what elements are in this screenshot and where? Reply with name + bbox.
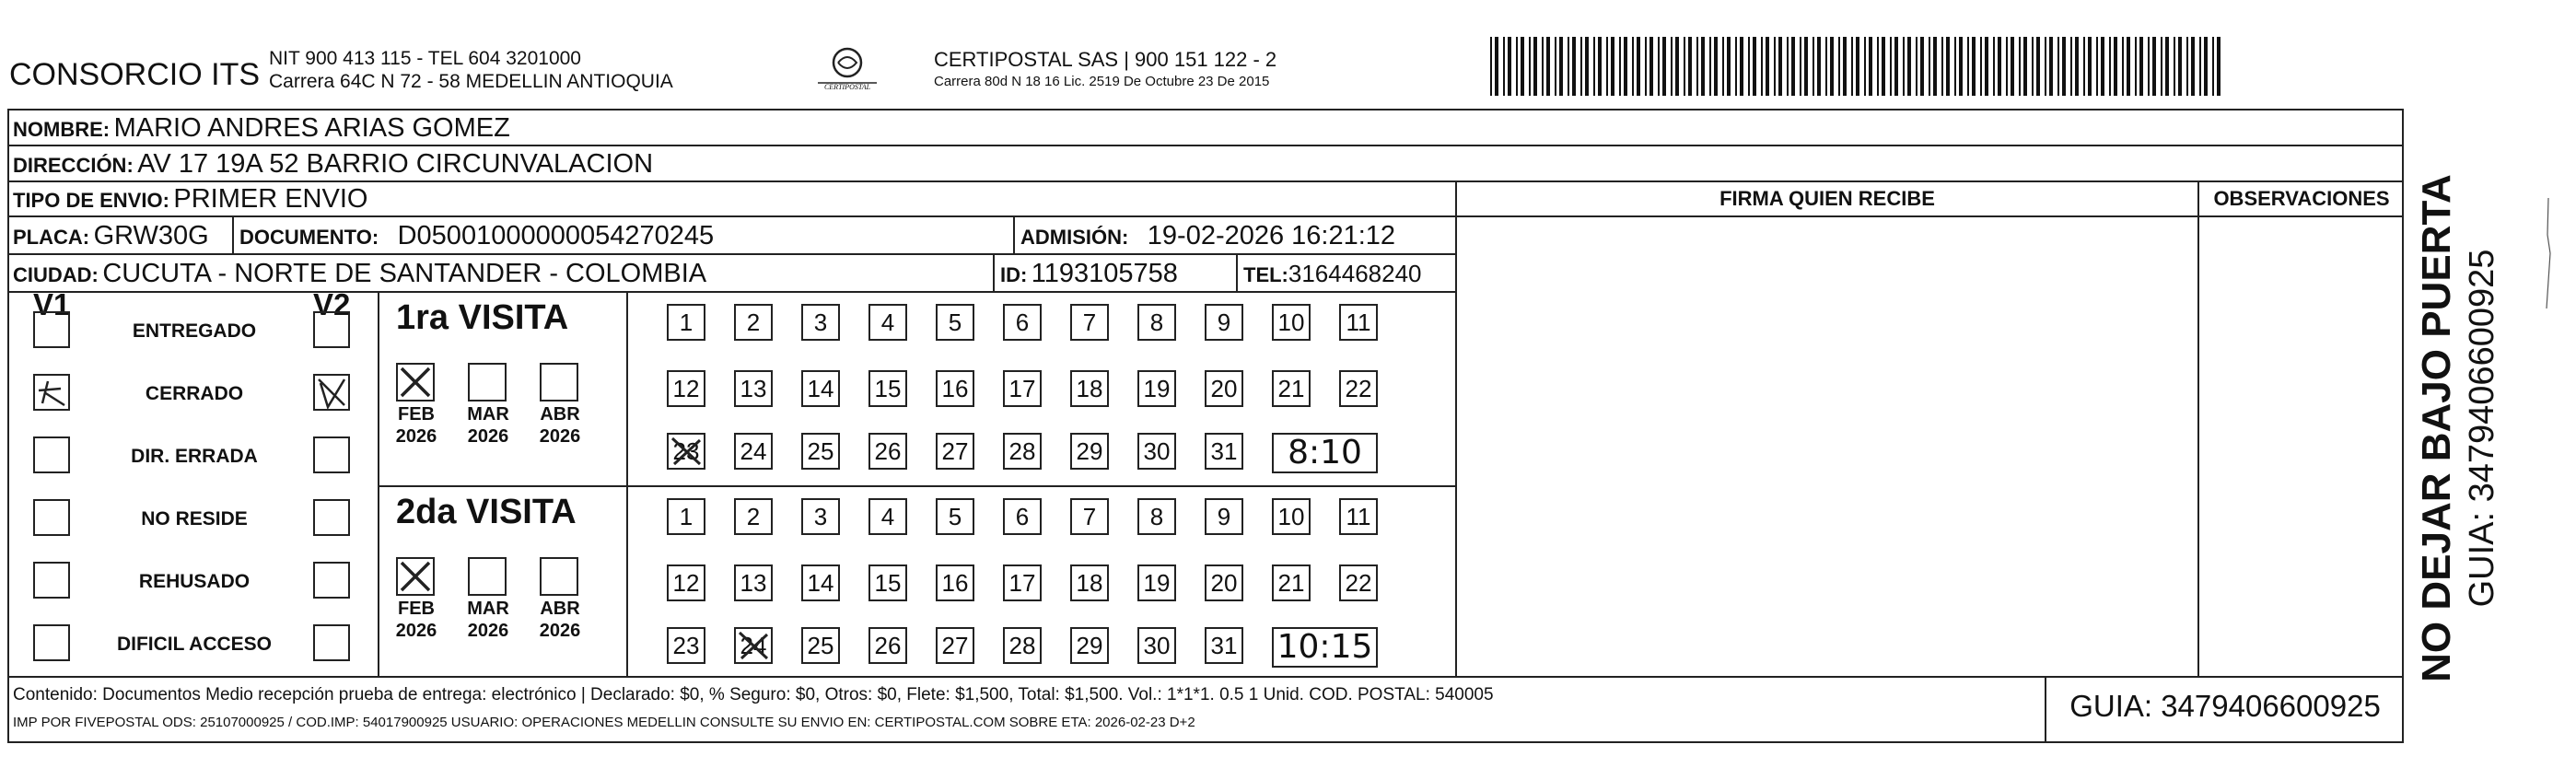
day-box[interactable] <box>1272 304 1311 341</box>
month-label <box>532 403 588 448</box>
month-year: 2026 <box>467 426 509 447</box>
col-divider <box>378 291 379 676</box>
month-label <box>460 598 516 642</box>
day-number: 6 <box>1015 308 1030 336</box>
v1-label: V1 <box>33 287 71 321</box>
day-number: 19 <box>1143 375 1171 402</box>
month-name: ABR <box>540 404 580 425</box>
admission-date: 19-02-2026 16:21:12 <box>1147 221 1396 250</box>
v1-checkbox[interactable] <box>33 374 70 411</box>
day-number: 15 <box>874 375 902 402</box>
day-number: 9 <box>1217 308 1231 336</box>
day-number: 21 <box>1277 375 1305 402</box>
day-box[interactable] <box>734 627 773 664</box>
name-label: NOMBRE: <box>13 118 111 141</box>
month-year: 2026 <box>539 621 581 641</box>
day-box[interactable] <box>868 564 907 601</box>
address-row <box>13 146 653 186</box>
status-label: DIFICIL ACCESO <box>116 634 272 655</box>
side-notice: NO DEJAR BAJO PUERTA <box>2414 174 2459 682</box>
day-box[interactable] <box>1003 564 1042 601</box>
day-number: 31 <box>1210 437 1238 465</box>
day-number: 1 <box>679 503 694 530</box>
day-number: 13 <box>740 569 767 597</box>
logo-text: CERTIPOSTAL <box>823 83 871 91</box>
day-number: 5 <box>948 503 962 530</box>
day-box[interactable] <box>667 304 705 341</box>
day-number: 22 <box>1345 375 1372 402</box>
day-number: 24 <box>740 632 767 659</box>
day-box[interactable] <box>801 498 840 535</box>
v1-checkbox[interactable] <box>33 499 70 536</box>
day-number: 26 <box>874 437 902 465</box>
courier-line1: CERTIPOSTAL SAS | 900 151 122 - 2 <box>934 48 1277 71</box>
day-box[interactable] <box>1070 627 1109 664</box>
day-box[interactable] <box>734 564 773 601</box>
day-box[interactable] <box>868 304 907 341</box>
day-box[interactable] <box>1205 370 1243 407</box>
signature-header: FIRMA QUIEN RECIBE <box>1719 187 1935 210</box>
day-number: 17 <box>1008 375 1036 402</box>
day-box[interactable] <box>936 433 974 470</box>
month-year: 2026 <box>395 621 437 641</box>
day-number: 12 <box>672 569 700 597</box>
day-number: 28 <box>1008 632 1036 659</box>
v2-checkbox[interactable] <box>313 499 350 536</box>
status-label: DIR. ERRADA <box>131 446 258 467</box>
day-box[interactable] <box>1272 498 1311 535</box>
day-box[interactable] <box>1205 433 1243 470</box>
day-number: 10 <box>1277 308 1305 336</box>
col-divider <box>1013 217 1015 254</box>
v1-checkbox[interactable] <box>33 562 70 599</box>
day-box[interactable] <box>1137 370 1176 407</box>
day-number: 5 <box>948 308 962 336</box>
day-number: 25 <box>807 437 834 465</box>
day-box[interactable] <box>1137 627 1176 664</box>
day-number: 30 <box>1143 632 1171 659</box>
courier-line2: Carrera 80d N 18 16 Lic. 2519 De Octubre 23 De 2015 <box>934 74 1270 89</box>
send-type-label: TIPO DE ENVIO: <box>13 189 169 212</box>
day-box[interactable] <box>801 564 840 601</box>
day-number: 3 <box>813 503 828 530</box>
company-name: CONSORCIO ITS <box>9 57 261 92</box>
status-label: REHUSADO <box>138 571 251 592</box>
month-name: FEB <box>398 599 435 619</box>
month-name: MAR <box>467 599 509 619</box>
month-year: 2026 <box>467 621 509 641</box>
day-box[interactable] <box>868 433 907 470</box>
day-number: 25 <box>807 632 834 659</box>
day-number: 2 <box>746 503 761 530</box>
day-number: 14 <box>807 569 834 597</box>
day-number: 20 <box>1210 569 1238 597</box>
id-number: 1193105758 <box>1031 259 1178 288</box>
col-divider <box>626 291 628 676</box>
visit-divider <box>378 485 1455 487</box>
plate-label: PLACA: <box>13 226 90 249</box>
recipient-address: AV 17 19A 52 BARRIO CIRCUNVALACION <box>137 149 654 179</box>
day-box[interactable] <box>1003 304 1042 341</box>
month-checkbox[interactable] <box>396 557 435 596</box>
col-divider <box>232 217 234 254</box>
id-label: ID: <box>1000 263 1028 286</box>
day-number: 29 <box>1076 632 1103 659</box>
day-number: 13 <box>740 375 767 402</box>
month-name: ABR <box>540 599 580 619</box>
v1-checkbox[interactable] <box>33 436 70 473</box>
day-box[interactable] <box>1205 564 1243 601</box>
day-box[interactable] <box>1339 498 1378 535</box>
city-cell <box>13 256 706 296</box>
day-box[interactable] <box>667 627 705 664</box>
day-check-mark <box>669 435 704 476</box>
day-number: 8 <box>1149 503 1164 530</box>
visit-time[interactable]: 8:10 <box>1272 433 1378 473</box>
visit-time[interactable]: 10:15 <box>1272 627 1378 668</box>
day-box[interactable] <box>936 304 974 341</box>
day-box[interactable] <box>868 370 907 407</box>
day-box[interactable] <box>1070 564 1109 601</box>
day-box[interactable] <box>1137 304 1176 341</box>
month-label <box>460 403 516 448</box>
day-box[interactable] <box>667 370 705 407</box>
day-number: 14 <box>807 375 834 402</box>
month-checkbox[interactable] <box>468 557 507 596</box>
day-box[interactable] <box>1339 370 1378 407</box>
document-number: D05001000000054270245 <box>397 221 715 250</box>
v2-label: V2 <box>313 287 351 321</box>
v1-checkbox[interactable] <box>33 624 70 661</box>
day-number: 4 <box>880 308 895 336</box>
day-number: 18 <box>1076 569 1103 597</box>
status-label: NO RESIDE <box>141 508 248 529</box>
day-number: 27 <box>941 632 969 659</box>
tel-cell <box>1243 256 1422 296</box>
day-number: 3 <box>813 308 828 336</box>
day-box[interactable] <box>868 498 907 535</box>
day-number: 6 <box>1015 503 1030 530</box>
city: CUCUTA - NORTE DE SANTANDER - COLOMBIA <box>102 259 707 288</box>
month-checkbox[interactable] <box>396 363 435 401</box>
day-number: 21 <box>1277 569 1305 597</box>
day-box[interactable] <box>1070 498 1109 535</box>
send-type-row <box>13 182 367 220</box>
day-box[interactable] <box>936 564 974 601</box>
day-number: 11 <box>1346 308 1371 336</box>
day-box[interactable] <box>936 627 974 664</box>
day-box[interactable] <box>1272 370 1311 407</box>
address-label: DIRECCIÓN: <box>13 154 134 177</box>
barcode <box>1490 37 2227 96</box>
month-name: FEB <box>398 404 435 425</box>
plate: GRW30G <box>93 221 209 250</box>
v2-checkbox[interactable] <box>313 436 350 473</box>
courier-logo <box>810 44 884 99</box>
document-label: DOCUMENTO: <box>239 226 379 249</box>
plate-cell <box>13 218 209 258</box>
tel-number: 3164468240 <box>1288 260 1422 287</box>
day-number: 31 <box>1210 632 1238 659</box>
day-number: 17 <box>1008 569 1036 597</box>
day-number: 26 <box>874 632 902 659</box>
day-number: 9 <box>1217 503 1231 530</box>
day-number: 7 <box>1082 503 1097 530</box>
day-box[interactable] <box>1137 498 1176 535</box>
day-box[interactable] <box>1003 433 1042 470</box>
company-nit: NIT 900 413 115 - TEL 604 3201000 <box>269 48 581 69</box>
footer-guia: GUIA: 3479406600925 <box>2069 689 2381 723</box>
day-box[interactable] <box>1003 498 1042 535</box>
day-box[interactable] <box>801 433 840 470</box>
day-number: 24 <box>740 437 767 465</box>
month-label <box>532 598 588 642</box>
day-number: 15 <box>874 569 902 597</box>
v2-checkbox[interactable] <box>313 374 350 411</box>
month-name: MAR <box>467 404 509 425</box>
col-divider <box>2197 180 2199 676</box>
day-number: 22 <box>1345 569 1372 597</box>
day-check-mark <box>736 629 771 670</box>
col-divider <box>1236 255 1238 292</box>
day-box[interactable] <box>667 433 705 470</box>
v1-checkbox[interactable] <box>33 311 70 348</box>
day-number: 16 <box>941 375 969 402</box>
month-checkbox[interactable] <box>540 557 578 596</box>
v2-checkbox[interactable] <box>313 311 350 348</box>
admission-label: ADMISIÓN: <box>1020 226 1129 249</box>
day-box[interactable] <box>734 498 773 535</box>
day-box[interactable] <box>1339 304 1378 341</box>
day-box[interactable] <box>1137 433 1176 470</box>
day-box[interactable] <box>1339 564 1378 601</box>
day-number: 4 <box>880 503 895 530</box>
day-box[interactable] <box>1003 370 1042 407</box>
day-number: 7 <box>1082 308 1097 336</box>
day-number: 18 <box>1076 375 1103 402</box>
month-year: 2026 <box>539 426 581 447</box>
day-box[interactable] <box>1205 627 1243 664</box>
day-number: 8 <box>1149 308 1164 336</box>
day-box[interactable] <box>1205 498 1243 535</box>
visit-title: 2da VISITA <box>396 493 577 531</box>
day-number: 27 <box>941 437 969 465</box>
day-box[interactable] <box>1070 304 1109 341</box>
day-box[interactable] <box>801 304 840 341</box>
day-number: 19 <box>1143 569 1171 597</box>
day-number: 1 <box>679 308 694 336</box>
day-box[interactable] <box>1272 564 1311 601</box>
scan-mark <box>2542 198 2555 308</box>
day-box[interactable] <box>1070 370 1109 407</box>
day-box[interactable] <box>1070 433 1109 470</box>
month-label <box>389 598 444 642</box>
observations-header: OBSERVACIONES <box>2213 187 2390 210</box>
day-number: 2 <box>746 308 761 336</box>
day-box[interactable] <box>667 498 705 535</box>
name-row <box>13 111 510 150</box>
status-label: ENTREGADO <box>132 320 257 342</box>
document-cell <box>239 218 714 258</box>
visit-title: 1ra VISITA <box>396 298 569 337</box>
month-checkbox[interactable] <box>540 363 578 401</box>
month-label <box>389 403 444 448</box>
footer-imp: IMP POR FIVEPOSTAL ODS: 25107000925 / COD.IMP: 54017900925 USUARIO: OPERACIONES MEDELLIN CONSULTE SU ENVIO EN: CERTIPOSTAL.COM SOBRE ETA: 2026-02-23 D+2 <box>13 715 1195 730</box>
day-number: 23 <box>672 632 700 659</box>
day-box[interactable] <box>936 498 974 535</box>
day-number: 30 <box>1143 437 1171 465</box>
id-cell <box>1000 256 1178 296</box>
month-year: 2026 <box>395 426 437 447</box>
day-box[interactable] <box>1003 627 1042 664</box>
day-box[interactable] <box>868 627 907 664</box>
admission-cell <box>1020 218 1395 258</box>
status-label: CERRADO <box>145 383 244 404</box>
city-label: CIUDAD: <box>13 263 99 286</box>
recipient-name: MARIO ANDRES ARIAS GOMEZ <box>113 113 510 143</box>
day-box[interactable] <box>667 564 705 601</box>
footer-content: Contenido: Documentos Medio recepción prueba de entrega: electrónico | Declarado: $0, % Seguro: $0, Otros: $0, Flete: $1,500, Total: $1,500. Vol.: 1*1*1. 0.5 1 Unid. COD. POSTAL: 540005 <box>13 685 1494 704</box>
day-number: 23 <box>672 437 700 465</box>
signature-area <box>1457 217 2197 676</box>
day-number: 11 <box>1346 503 1371 530</box>
day-box[interactable] <box>801 627 840 664</box>
day-box[interactable] <box>734 433 773 470</box>
month-checkbox[interactable] <box>468 363 507 401</box>
day-box[interactable] <box>936 370 974 407</box>
day-number: 10 <box>1277 503 1305 530</box>
v2-checkbox[interactable] <box>313 562 350 599</box>
day-number: 16 <box>941 569 969 597</box>
day-number: 20 <box>1210 375 1238 402</box>
side-guia: GUIA: 3479406600925 <box>2463 249 2501 608</box>
send-type: PRIMER ENVIO <box>173 184 368 214</box>
day-box[interactable] <box>734 304 773 341</box>
day-number: 12 <box>672 375 700 402</box>
tel-label: TEL: <box>1243 263 1288 286</box>
col-divider <box>993 255 995 292</box>
day-box[interactable] <box>734 370 773 407</box>
day-number: 29 <box>1076 437 1103 465</box>
v2-checkbox[interactable] <box>313 624 350 661</box>
day-box[interactable] <box>1205 304 1243 341</box>
day-number: 28 <box>1008 437 1036 465</box>
day-box[interactable] <box>801 370 840 407</box>
company-address: Carrera 64C N 72 - 58 MEDELLIN ANTIOQUIA <box>269 71 673 92</box>
day-box[interactable] <box>1137 564 1176 601</box>
